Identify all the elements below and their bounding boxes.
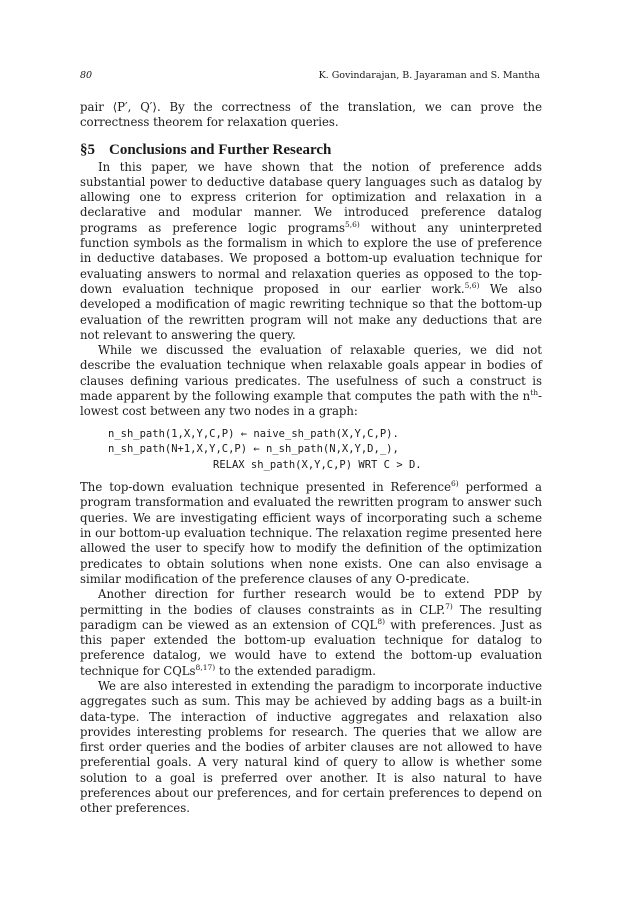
citation-ref: 8,17) [195,662,216,672]
paragraph-4-text-a: Another direction for further research would be to extend PDP by permitting in the bodies of clauses constraints as in CLP. [80,587,542,617]
paragraph-1-text-b: without any uninterpreted function symbols as the formalism in which to explore the use of preference in deductive databases. We proposed a bottom-up evaluation technique for evaluating answers to normal and relaxation queries as opposed to the top-down evaluation technique proposed in our earlier work. [80,220,542,296]
paragraph-2-text-a: While we discussed the evaluation of relaxable queries, we did not describe the evaluation technique when relaxable goals appear in bodies of clauses defining various predicates. The usefulness of such a construct is made apparent by the following example that computes the path with the n [80,343,542,404]
paragraph-1-text-a: In this paper, we have shown that the notion of preference adds substantial power to deductive database query languages such as datalog by allowing one to express criterion for optimization and relaxation in a declarative and modular manner. We introduced preference datalog programs as preference logic programs [80,159,542,235]
paragraph-3 [80,480,542,587]
page-header [80,70,540,84]
paragraph-5: We are also interested in extending the paradigm to incorporate inductive aggregates such as sum. This may be achieved by adding bags as a built-in data-type. The interaction of inductive aggregates and relaxation also provides interesting problems for research. The queries that we allow are first order queries and the bodies of arbiter clauses are not allowed to have preferential goals. A very natural kind of query to allow is whether some solution to a goal is preferred over another. It is also natural to have preferences about our preferences, and for certain preferences to depend on other preferences. [80,679,542,816]
code-block [108,427,542,474]
paragraph-2-text-b: -lowest cost between any two nodes in a graph: [80,389,542,419]
code-line-1: n_sh_path(1,X,Y,C,P) ← naive_sh_path(X,Y,C,P). [108,427,399,440]
paragraph-4-text-c: with preferences. Just as this paper extended the bottom-up evaluation technique for datalog to preference datalog, we would have to extend the bottom-up evaluation technique for CQLs [80,617,542,678]
paragraph-4 [80,587,542,679]
code-line-3: RELAX sh_path(X,Y,C,P) WRT C > D. [213,458,422,471]
code-line-2: n_sh_path(N+1,X,Y,C,P) ← n_sh_path(N,X,Y,D,_), [108,443,399,456]
page-body [80,100,542,817]
intro-paragraph: pair ⟨P′, Q′⟩. By the correctness of the translation, we can prove the correctness theorem for relaxation queries. [80,100,542,130]
citation-ref: 7) [445,601,453,611]
section-title: Conclusions and Further Research [109,141,332,158]
paragraph-4-text-b: The resulting paradigm can be viewed as an extension of CQL [80,602,542,632]
section-heading [80,141,542,159]
running-head-authors: K. Govindarajan, B. Jayaraman and S. Mantha [318,70,540,81]
paragraph-4-text-d: to the extended paradigm. [215,663,376,678]
paragraph-1 [80,160,542,344]
paragraph-1-text-c: We also developed a modification of magic rewriting technique so that the bottom-up evaluation of the rewritten program will not make any deductions that are not relevant to answering the query. [80,281,542,342]
citation-ref: 5,6) [464,280,480,290]
citation-ref: 8) [377,616,386,626]
paragraph-2 [80,343,542,419]
superscript-th: th [530,388,539,398]
section-number: §5 [80,141,95,158]
citation-ref: 5,6) [344,219,360,229]
paragraph-3-text-b: performed a program transformation and evaluated the rewritten program to answer such queries. We are investigating efficient ways of incorporating such a scheme in our bottom-up evaluation technique. The relaxation regime presented here allowed the user to specify how to modify the definition of the optimization predicates to obtain solutions when none exists. One can also envisage a similar modification of the preference clauses of any O-predicate. [80,480,542,586]
page-number: 80 [80,70,93,81]
paragraph-3-text-a: The top-down evaluation technique presented in Reference [80,480,451,495]
citation-ref: 6) [451,479,459,489]
